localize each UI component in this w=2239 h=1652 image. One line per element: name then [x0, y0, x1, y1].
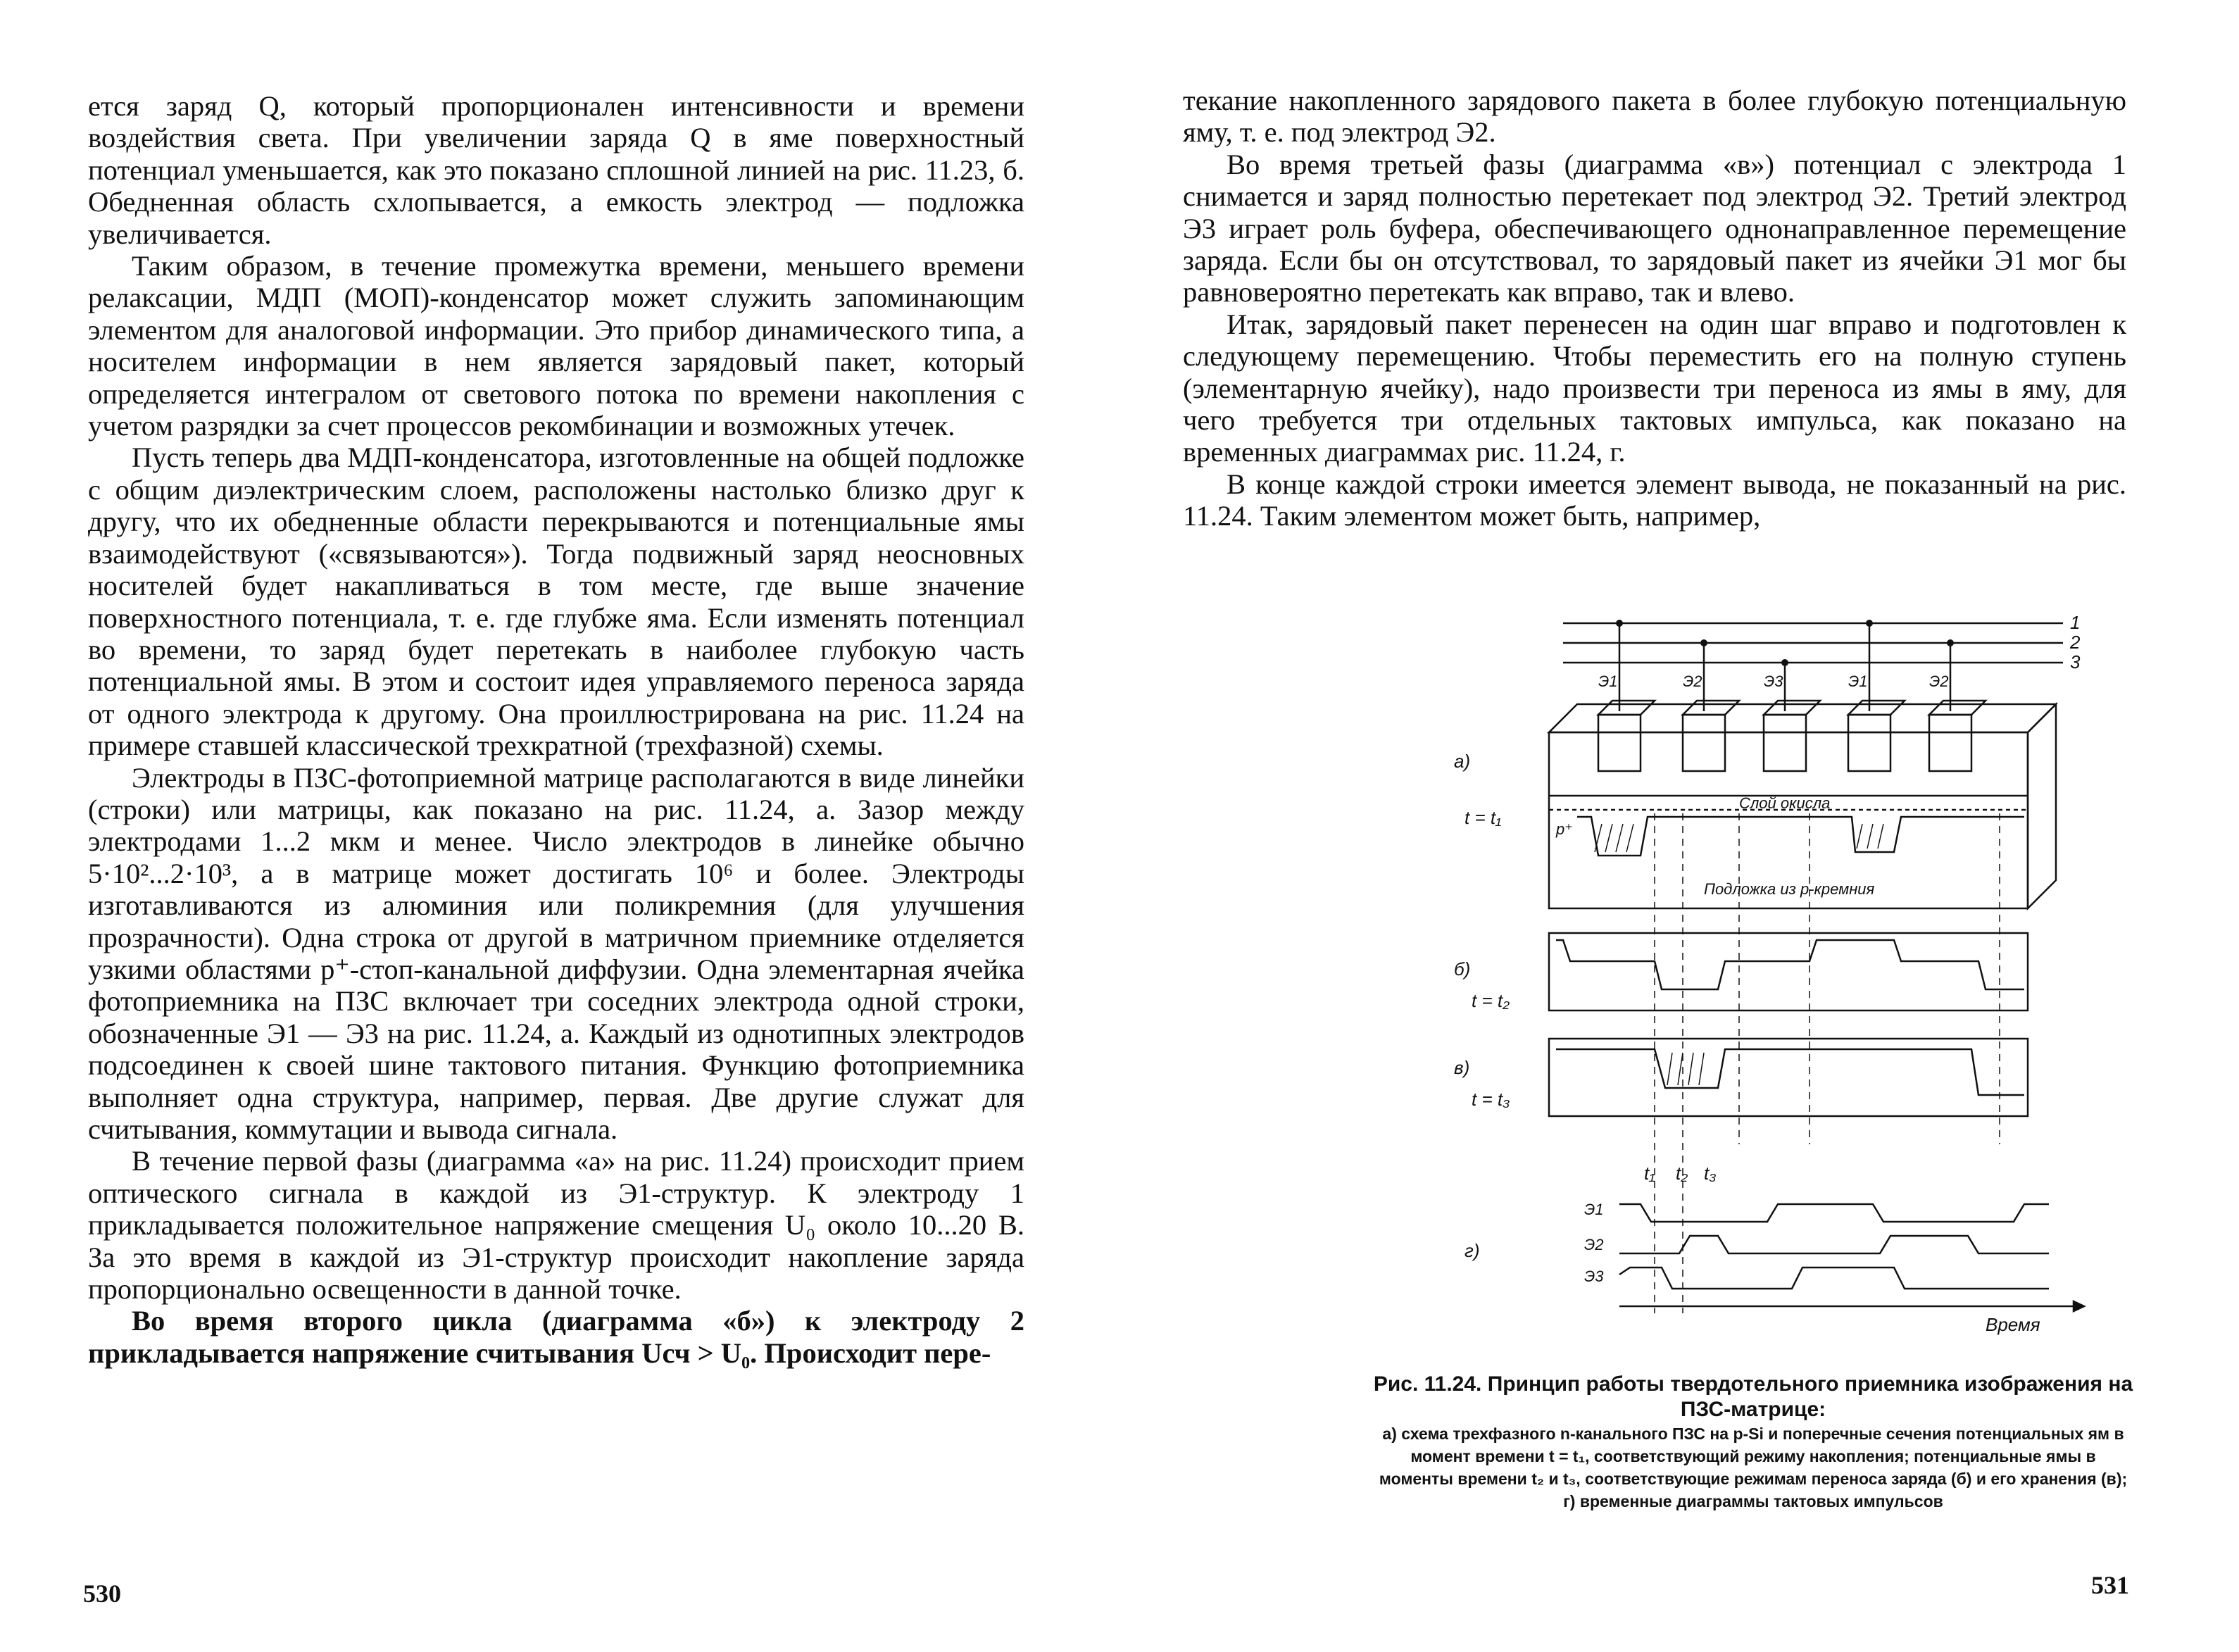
time-label: t = t₃ [1472, 1089, 1510, 1110]
paragraph: В конце каждой строки имеется элемент вывода, не показанный на рис. 11.24. Таким элементом может быть, например, [1183, 468, 2126, 532]
clock-label: Э2 [1584, 1236, 1604, 1253]
bus-label: 3 [2070, 651, 2081, 672]
figure-caption [1373, 1372, 2133, 1513]
electrode-label: Э1 [1848, 672, 1868, 690]
caption-title: Рис. 11.24. Принцип работы твердотельного приемника изображения на ПЗС-матрице: [1373, 1372, 2133, 1421]
clock-label: Э3 [1584, 1268, 1604, 1285]
time-mark: t₃ [1704, 1163, 1717, 1184]
time-label: t = t₂ [1472, 990, 1510, 1011]
paragraph: ется заряд Q, который пропорционален интенсивности и времени воздействия света. При увеличении заряда Q в яме поверхностный потенциал уменьшается, как это показано сплошной линией на рис. 11.23, б. Обедненная область схлопывается, а емкость электрод — подложка увеличивается. [88, 90, 1024, 250]
clock-wave-1 [1619, 1204, 2049, 1222]
left-page-text [88, 90, 1024, 1369]
paragraph: В течение первой фазы (диаграмма «а» на рис. 11.24) происходит прием оптического сигнала в каждой из Э1-структур. К электроду 1 прикладывается положительное напряжение смещения U₀ около 10...20 В. За это время в каждой из Э1-структур происходит накопление заряда пропорционально освещенности в данной точке. [88, 1145, 1024, 1306]
paragraph: текание накопленного зарядового пакета в более глубокую потенциальную яму, т. е. под электрод Э2. [1183, 85, 2126, 149]
clock-wave-2 [1619, 1236, 2049, 1253]
panel-g-label: г) [1465, 1240, 1480, 1261]
paragraph: Таким образом, в течение промежутка времени, меньшего времени релаксации, МДП (МОП)-конденсатор может служить запоминающим элементом для аналоговой информации. Это прибор динамического типа, а носителем информации в нем является зарядовый пакет, который определяется интегралом от светового потока по времени накопления с учетом разрядки за счет процессов рекомбинации и возможных утечек. [88, 250, 1024, 442]
caption-body: а) схема трехфазного n-канального ПЗС на p-Si и поперечные сечения потенциальных ям в момент времени t = t₁, соответствующий режиму накопления; потенциальные ямы в моменты времени t₂ и t₃, соответствующие режимам переноса заряда (б) и его хранения (в); г) временные диаграммы тактовых импульсов [1379, 1425, 2128, 1510]
electrode-label: Э3 [1764, 672, 1783, 690]
electrode-label: Э2 [1929, 672, 1949, 690]
paragraph: Итак, зарядовый пакет перенесен на один шаг вправо и подготовлен к следующему перемещению. Чтобы переместить его на полную ступень (элементарную ячейку), надо произвести три переноса из ямы в яму, для чего требуется три отдельных тактовых импульса, как показано на временных диаграммах рис. 11.24, г. [1183, 308, 2126, 468]
paragraph: Пусть теперь два МДП-конденсатора, изготовленные на общей подложке с общим диэлектрическим слоем, расположены настолько близко друг к другу, что их обедненные области перекрываются и потенциальные ямы взаимодействуют («связываются»). Тогда подвижный заряд неосновных носителей будет накапливаться в том месте, где выше значение поверхностного потенциала, т. е. где глубже яма. Если изменять потенциал во времени, то заряд будет перетекать в наиболее глубокую часть потенциальной ямы. В этом и состоит идея управляемого переноса заряда от одного электрода к другому. Она проиллюстрирована на рис. 11.24 на примере ставшей классической трехкратной (трехфазной) схемы. [88, 442, 1024, 762]
time-label: t = t₁ [1465, 807, 1502, 828]
ccd-figure [1387, 609, 2098, 1377]
substrate-label: Подложка из p-кремния [1704, 880, 1875, 898]
panel-a-label: а) [1454, 751, 1471, 772]
electrode-label: Э1 [1598, 672, 1618, 690]
clock-wave-3 [1619, 1268, 2049, 1289]
clock-label: Э1 [1584, 1201, 1604, 1218]
p-plus-label: p⁺ [1556, 820, 1573, 838]
time-mark: t₂ [1676, 1163, 1688, 1184]
page-number: 531 [2091, 1571, 2129, 1599]
electrode-blocks [1598, 701, 1986, 771]
right-page [1120, 0, 2239, 1652]
paragraph: Электроды в ПЗС-фотоприемной матрице располагаются в виде линейки (строки) или матрицы, как показано на рис. 11.24, а. Зазор между электродами 1...2 мкм и менее. Число электродов в линейке обычно 5·10²...2·10³, а в матрице может достигать 10⁶ и более. Электроды изготавливаются из алюминия или поликремния (для улучшения прозрачности). Одна строка от другой в матричном приемнике отделяется узкими областями p⁺-стоп-канальной диффузии. Одна элементарная ячейка фотоприемника на ПЗС включает три соседних электрода одной строки, обозначенные Э1 — Э3 на рис. 11.24, а. Каждый из однотипных электродов подсоединен к своей шине тактового питания. Функцию фотоприемника выполняет одна структура, например, первая. Две другие служат для считывания, коммутации и вывода сигнала. [88, 761, 1024, 1145]
panel-v-label: в) [1454, 1057, 1470, 1078]
panel-b-label: б) [1454, 958, 1471, 980]
time-mark: t₁ [1644, 1163, 1655, 1184]
time-axis-label: Время [1986, 1314, 2040, 1335]
bus-label: 2 [2070, 632, 2081, 653]
bus-label: 1 [2070, 612, 2081, 633]
paragraph: Во время третьей фазы (диаграмма «в») потенциал с электрода 1 снимается и заряд полностью перетекает под электрод Э2. Третий электрод Э3 играет роль буфера, обеспечивающего однонаправленное перемещение заряда. Если бы он отсутствовал, то зарядовый пакет из ячейки Э1 мог бы равновероятно перетекать как вправо, так и влево. [1183, 148, 2126, 308]
electrode-label: Э2 [1683, 672, 1702, 690]
page-number: 530 [83, 1579, 121, 1608]
paragraph: Во время второго цикла (диаграмма «б») к электроду 2 прикладывается напряжение считывания Uсч > U₀. Происходит пере- [88, 1305, 1024, 1369]
oxide-label: Слой окисла [1739, 794, 1831, 812]
right-page-text [1183, 85, 2126, 532]
